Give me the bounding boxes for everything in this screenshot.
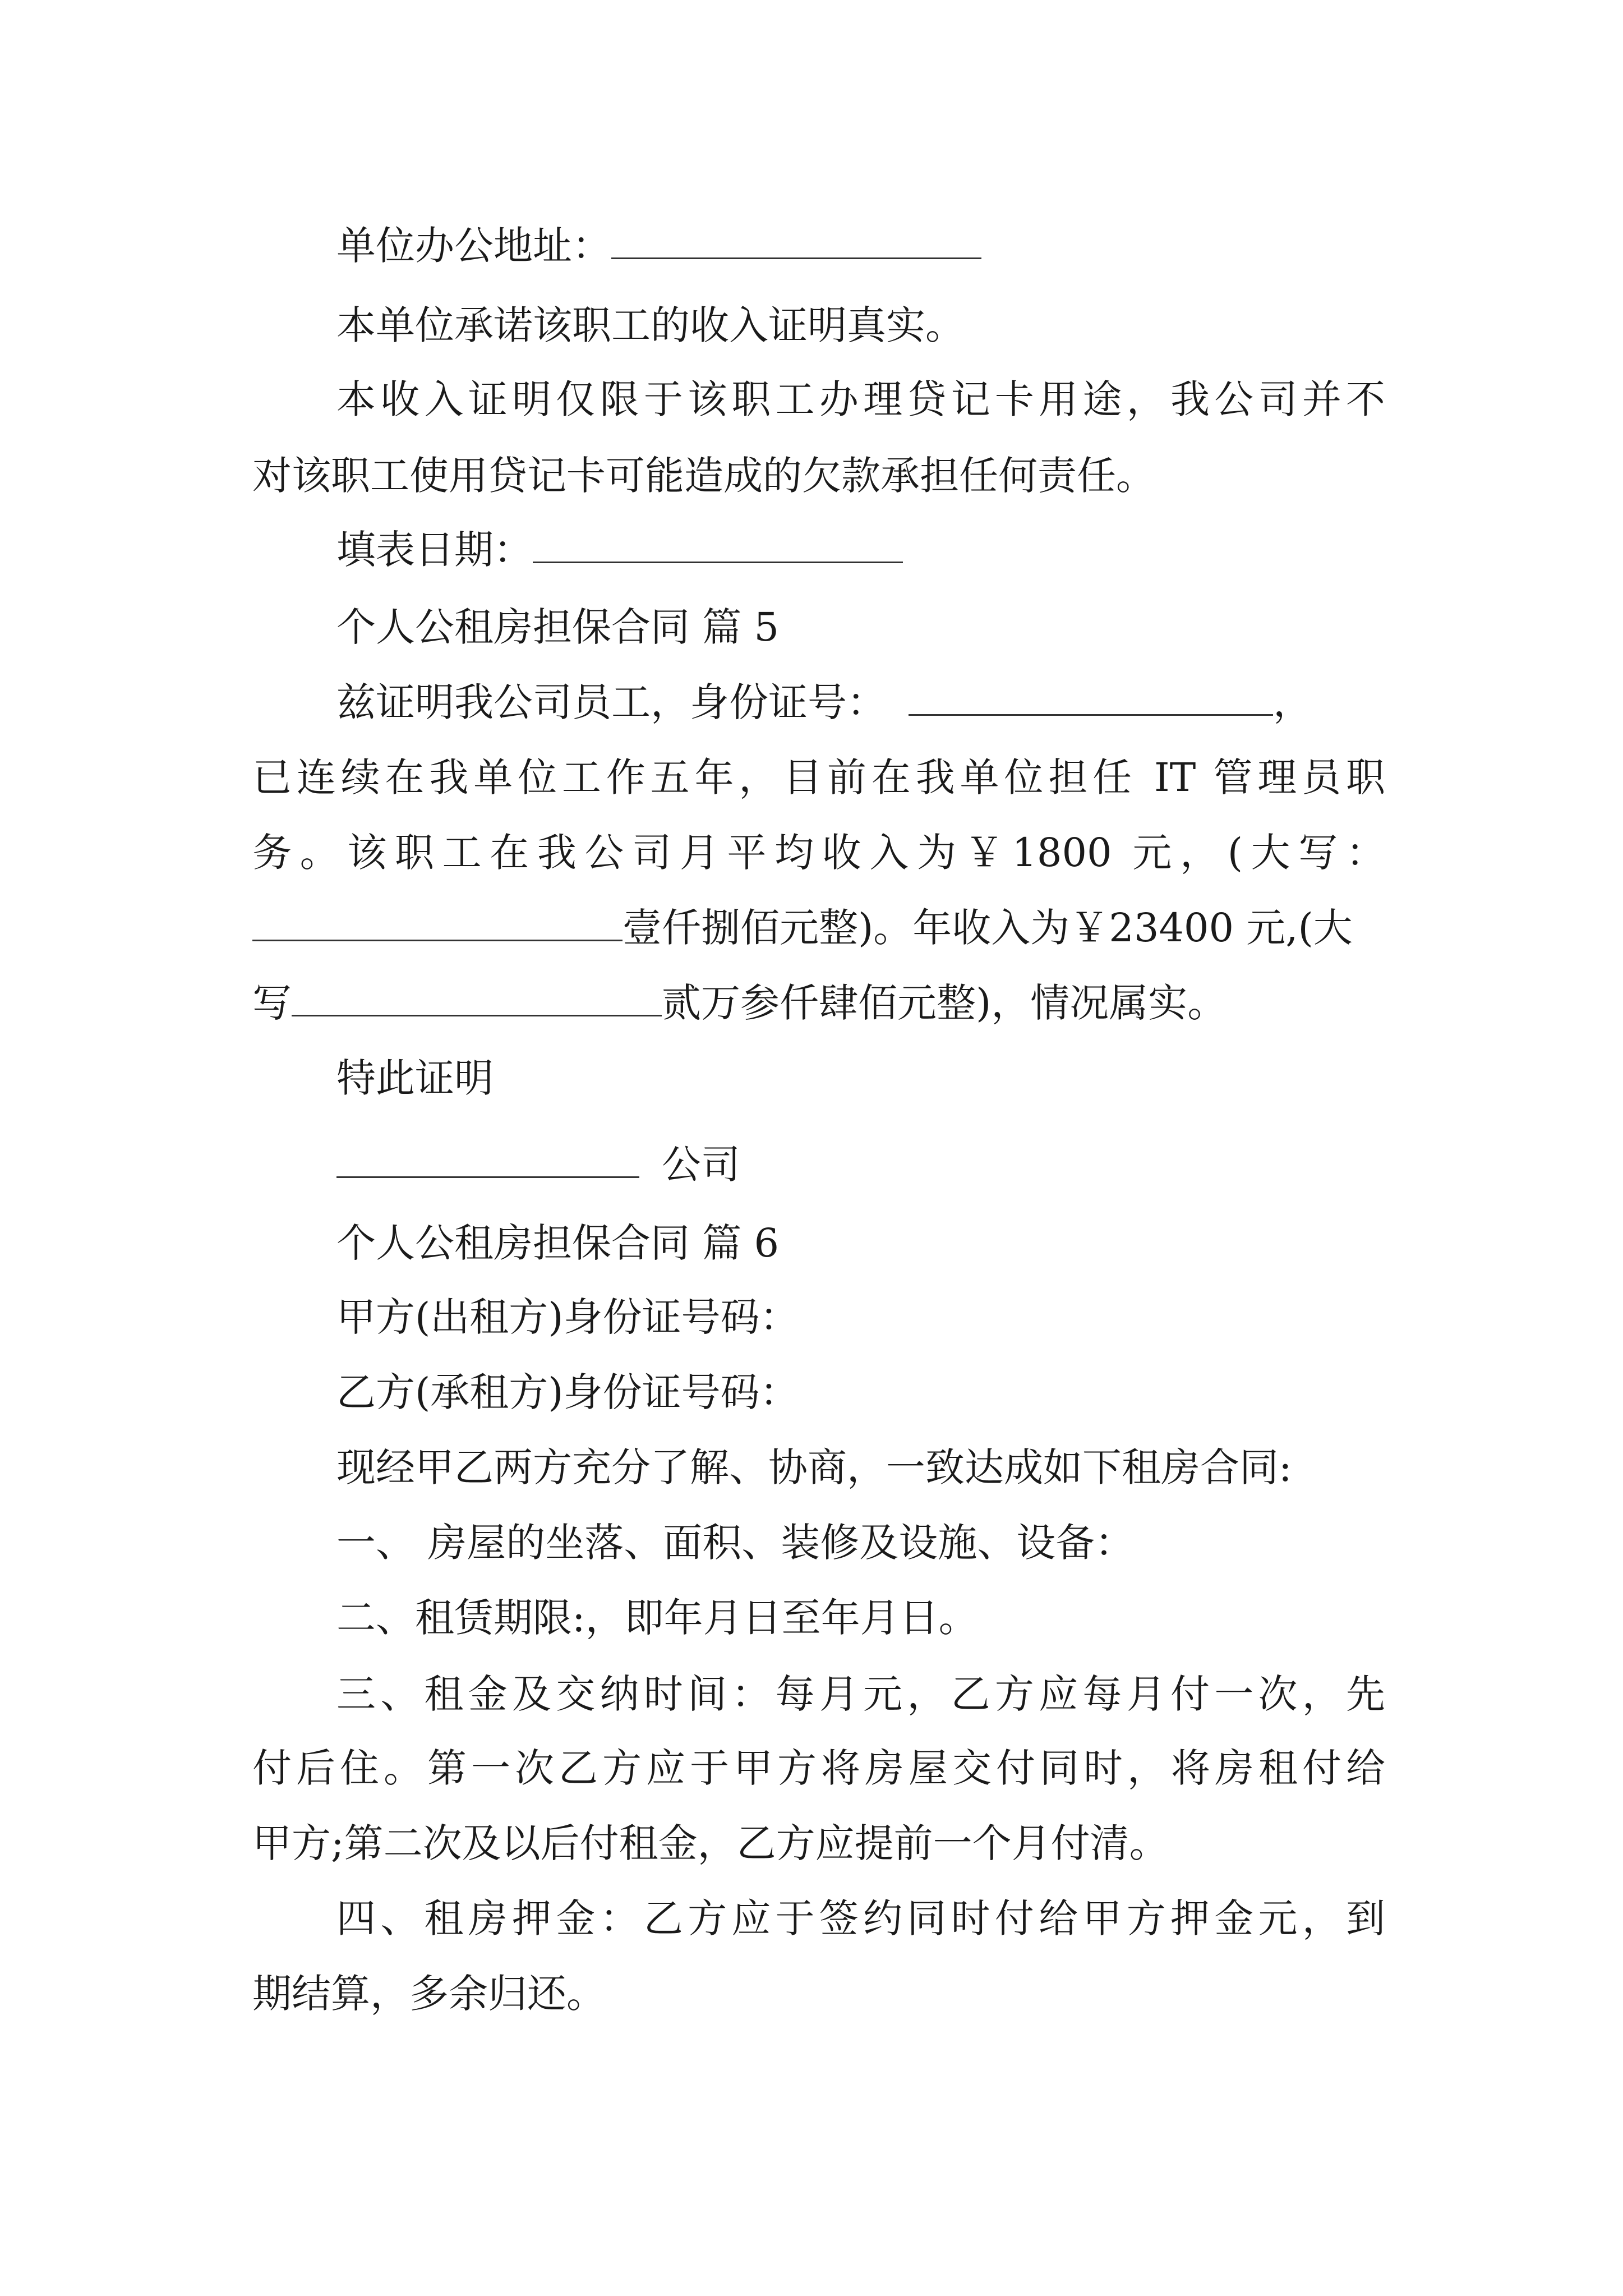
certify-text: 兹证明我公司员工，身份证号：: [336, 679, 886, 725]
company-name-blank: [336, 1142, 639, 1178]
id-number-blank: [909, 679, 1273, 716]
party-a-line: 甲方(出租方)身份证号码：: [336, 1294, 799, 1340]
section-heading-5: 个人公租房担保合同 篇 5: [336, 604, 780, 650]
company-label: 公司: [662, 1142, 740, 1188]
annual-capital-prefix: 写: [252, 980, 292, 1026]
clause-2: 二、租赁期限:，即年月日至年月日。: [336, 1595, 978, 1641]
office-address-line: [336, 218, 1385, 274]
annual-income-line: [252, 900, 1385, 956]
monthly-capital-blank: [252, 905, 623, 941]
office-address-blank: [611, 223, 981, 259]
certify-comma: ，: [1273, 679, 1312, 725]
annual-capital-blank: [292, 980, 662, 1016]
hereby-certify: 特此证明: [336, 1055, 494, 1101]
agreement-intro: 现经甲乙两方充分了解、协商，一致达成如下租房合同:: [336, 1444, 1292, 1490]
annual-capital-line: [252, 975, 1385, 1031]
clause-4-line-1: 四、租房押金：乙方应于签约同时付给甲方押金元，到: [336, 1895, 1385, 1941]
certify-line: [336, 674, 1385, 730]
clause-3-line-3: 甲方;第二次及以后付租金，乙方应提前一个月付清。: [252, 1820, 1169, 1866]
company-line: [336, 1137, 1385, 1193]
usage-text-1: 本收入证明仅限于该职工办理贷记卡用途，我公司并不: [336, 376, 1385, 422]
fill-date-blank: [533, 527, 903, 563]
clause-1: 一、 房屋的坐落、面积、装修及设施、设备：: [336, 1520, 1135, 1566]
fill-date-label: 填表日期：: [336, 527, 533, 573]
annual-capital-text: 贰万参仟肆佰元整)，情况属实。: [662, 980, 1227, 1026]
annual-income-text: 壹仟捌佰元整)。年收入为￥23400 元,(大: [623, 905, 1353, 951]
section-heading-6: 个人公租房担保合同 篇 6: [336, 1220, 780, 1266]
usage-text-2: 对该职工使用贷记卡可能造成的欠款承担任何责任。: [252, 453, 1155, 499]
clause-4-line-2: 期结算，多余归还。: [252, 1971, 606, 2017]
monthly-income-text: 务。该职工在我公司月平均收入为￥1800 元，(大写：: [252, 830, 1385, 876]
fill-date-line: [336, 522, 1385, 578]
clause-3-line-1: 三、租金及交纳时间：每月元，乙方应每月付一次，先: [336, 1671, 1385, 1717]
employment-text: 已连续在我单位工作五年，目前在我单位担任 IT 管理员职: [252, 754, 1385, 800]
party-b-line: 乙方(承租方)身份证号码：: [336, 1369, 799, 1415]
clause-3-line-2: 付后住。第一次乙方应于甲方将房屋交付同时，将房租付给: [252, 1745, 1385, 1791]
office-address-label: 单位办公地址：: [336, 223, 611, 269]
commitment-text: 本单位承诺该职工的收入证明真实。: [336, 302, 965, 348]
